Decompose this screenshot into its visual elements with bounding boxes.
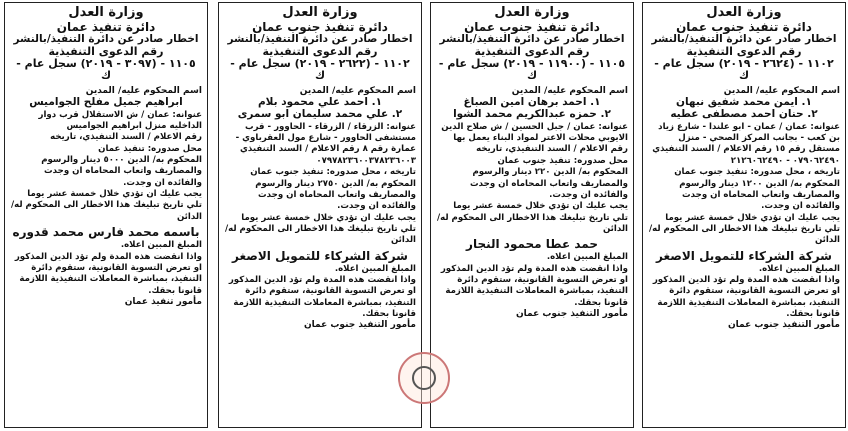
case-label: رقم الدعوى التنفيذية <box>686 44 802 58</box>
department-title: دائرة تنفيذ جنوب عمان <box>464 19 600 34</box>
creditor-name: باسمه محمد فارس محمد قدوره <box>12 225 200 240</box>
debtor-name: ٢. حنان احمد مصطفى عطيه <box>670 107 818 120</box>
notice-body <box>436 122 628 235</box>
notice-line: اخطار صادر عن دائرة التنفيذ/بالنشر <box>651 32 837 45</box>
ministry-title: وزارة العدل <box>706 5 782 20</box>
amount-text: المحكوم به/ الدين ١٢٠٠ دينار والرسوم والمصاريف واتعاب المحاماه ان وجدت والفائده ان وجدت. <box>679 178 840 212</box>
address-text: عنوانه: عمان / عمان - ابو علندا - شارع زياد بن كعب - بجانب المركز الصحي - منزل مستقل رقم ١٥ رقم الاعلام / السند التنفيذي ٠٧٩٠٦٢٤٩٠ - ٢١٢٦٠٦٢٤٩٠ <box>652 121 840 166</box>
deadline-text: يجب عليك ان تؤدي خلال خمسة عشر يوما تلي تاريخ تبليغك هذا الاخطار الى المحكوم له/ الدائن <box>224 212 416 246</box>
signature: مأمور التنفيذ جنوب عمان <box>728 320 840 331</box>
signature: مأمور التنفيذ جنوب عمان <box>304 320 416 331</box>
notice-2 <box>430 2 634 428</box>
amount-ref-text: المبلغ المبين اعلاه. <box>546 252 628 263</box>
case-number: ١١٠٥ - (١١٩٠٠ - ٢٠١٩) سجل عام - ك <box>438 57 626 83</box>
ministry-title: وزارة العدل <box>494 5 570 20</box>
case-number: ١١٠٢ - (٢٦٢٤ - ٢٠١٩) سجل عام - ك <box>654 57 834 83</box>
case-number: ١١٠٥ - (٣٠٩٧ - ٢٠١٩) سجل عام - ك <box>16 57 196 83</box>
deadline-text: يجب عليك ان تؤدي خلال خمسة عشر يوما تلي تاريخ تبليغك هذا الاخطار الى المحكوم له/ الدائن <box>10 189 202 222</box>
creditor-name: شركة الشركاء للتمويل الاصغر <box>656 248 832 263</box>
notice-3 <box>218 2 422 428</box>
warning-text: واذا انقضت هذه المدة ولم تؤد الدين المذكور او تعرض التسوية القانونية، ستقوم دائرة التنفيذ، بمباشرة المعاملات التنفيذية اللازمة قانونا بحقك. <box>440 263 628 308</box>
notice-line: اخطار صادر عن دائرة التنفيذ/بالنشر <box>439 32 625 45</box>
issuer-text: تاريخه ، محل صدوره: تنفيذ جنوب عمان <box>674 167 840 178</box>
debtor-name: ١. ايمن محمد شفيق نبهان <box>676 95 812 108</box>
seal-icon <box>398 352 450 404</box>
case-label: رقم الدعوى التنفيذية <box>262 44 378 58</box>
amount-ref-text: المبلغ المبين اعلاه. <box>758 263 840 274</box>
debtor-name: ابراهيم جميل مفلح الجواميس <box>29 95 183 108</box>
warning-text: واذا انقضت هذه المدة ولم تؤد الدين المذكور او تعرض التسوية القانونية، ستقوم دائرة التنفيذ، بمباشرة المعاملات التنفيذية اللازمة قانونا بحقك. <box>652 274 840 319</box>
notice-footer <box>436 252 628 309</box>
ministry-title: وزارة العدل <box>68 5 144 20</box>
ministry-title: وزارة العدل <box>282 5 358 20</box>
amount-text: المحكوم به/ الدين ٢٧٥٠ دينار والرسوم والمصاريف واتعاب المحاماه ان وجدت والفائده ان وجدت. <box>255 178 416 212</box>
warning-text: واذا انقضت هذه المدة ولم تؤد الدين المذكور او تعرض التسوية القانونية، ستقوم دائرة التنفيذ، بمباشرة المعاملات التنفيذية اللازمة قانونا بحقك. <box>228 274 416 319</box>
signature: مأمور التنفيذ جنوب عمان <box>516 308 628 319</box>
notice-line: اخطار صادر عن دائرة التنفيذ/بالنشر <box>227 32 413 45</box>
case-number: ١١٠٢ - (٢٦٢٢ - ٢٠١٩) سجل عام - ك <box>230 57 410 83</box>
notice-body <box>10 110 202 223</box>
deadline-text: يجب عليك ان تؤدي خلال خمسة عشر يوما تلي تاريخ تبليغك هذا الاخطار الى المحكوم له/ الدائن <box>648 212 840 246</box>
debtor-label: اسم المحكوم عليه/ المدين <box>299 85 416 96</box>
warning-text: واذا انقضت هذه المدة ولم تؤد الدين المذكور او تعرض التسوية القانونية، ستقوم دائرة التنفيذ، بمباشرة المعاملات التنفيذية اللازمة قانونا بحقك. <box>14 251 202 296</box>
creditor-name: شركة الشركاء للتمويل الاصغر <box>232 248 408 263</box>
debtor-name: ٢. علي محمد سليمان ابو سمرى <box>237 107 403 120</box>
document-text: رقم الاعلام / السند التنفيذي، تاريخه <box>50 132 202 143</box>
signature: مأمور تنفيذ عمان <box>124 296 202 307</box>
creditor-name: حمد عطا محمود النجار <box>466 237 598 252</box>
case-label: رقم الدعوى التنفيذية <box>474 44 590 58</box>
debtor-label: اسم المحكوم عليه/ المدين <box>511 85 628 96</box>
notice-line: اخطار صادر عن دائرة التنفيذ/بالنشر <box>13 32 199 45</box>
department-title: دائرة تنفيذ عمان <box>56 19 156 34</box>
debtor-name: ١. احمد برهان امين الصباغ <box>463 95 601 108</box>
issuer-text: تاريخه ، محل صدوره: تنفيذ جنوب عمان <box>250 167 416 178</box>
notice-footer <box>10 240 202 297</box>
amount-text: المحكوم به/ الدين ٥٠٠٠ دينار والرسوم والمصاريف واتعاب المحاماه ان وجدت والفائده ان وجدت. <box>41 155 202 188</box>
notice-footer <box>648 264 840 321</box>
deadline-text: يجب عليك ان تؤدي خلال خمسة عشر يوما تلي تاريخ تبليغك هذا الاخطار الى المحكوم له/ الدائن <box>436 201 628 234</box>
amount-text: المحكوم به/ الدين ٢٢٠ دينار والرسوم والمصاريف واتعاب المحاماه ان وجدت والفائده ان وجدت. <box>470 167 628 200</box>
case-label: رقم الدعوى التنفيذية <box>48 44 164 58</box>
department-title: دائرة تنفيذ جنوب عمان <box>676 19 812 34</box>
notice-footer <box>224 264 416 321</box>
notice-body <box>224 122 416 247</box>
address-text: عنوانه: عمان / جبل الحسين / ش صلاح الدين الايوبي محلات الاعتر لمواد البناء يعمل بها رقم الاعلام / السند التنفيذي، تاريخه <box>441 121 628 155</box>
amount-ref-text: المبلغ المبين اعلاه. <box>334 263 416 274</box>
debtor-label: اسم المحكوم عليه/ المدين <box>85 85 202 96</box>
address-text: عنوانه: الزرقاء / الزرقاء - الحاوور - قرب مستشفى الحاوور - شارع مول العقرباوي - عمارة رقم ٨ رقم الاعلام / السند التنفيذي ٠٧٩٧٨٢٣٦٠٠٣٧٨٢٣٦٠٠٣ <box>235 121 416 166</box>
notice-body <box>648 122 840 247</box>
issuer-text: محل صدوره: تنفيذ عمان <box>98 143 202 154</box>
department-title: دائرة تنفيذ جنوب عمان <box>252 19 388 34</box>
address-text: عنوانه: عمان / ش الاستقلال قرب دوار الداخليه منزل ابراهيم الجواميس <box>38 109 202 132</box>
issuer-text: محل صدوره: تنفيذ جنوب عمان <box>497 155 628 166</box>
debtor-name: ٢. حمزه عبدالكريم محمد الشوا <box>453 107 611 120</box>
debtor-label: اسم المحكوم عليه/ المدين <box>723 85 840 96</box>
debtor-name: ١. احمد علي محمود بلام <box>257 95 383 108</box>
notice-4 <box>4 2 208 428</box>
amount-ref-text: المبلغ المبين اعلاه. <box>120 240 202 251</box>
notice-1 <box>642 2 846 428</box>
